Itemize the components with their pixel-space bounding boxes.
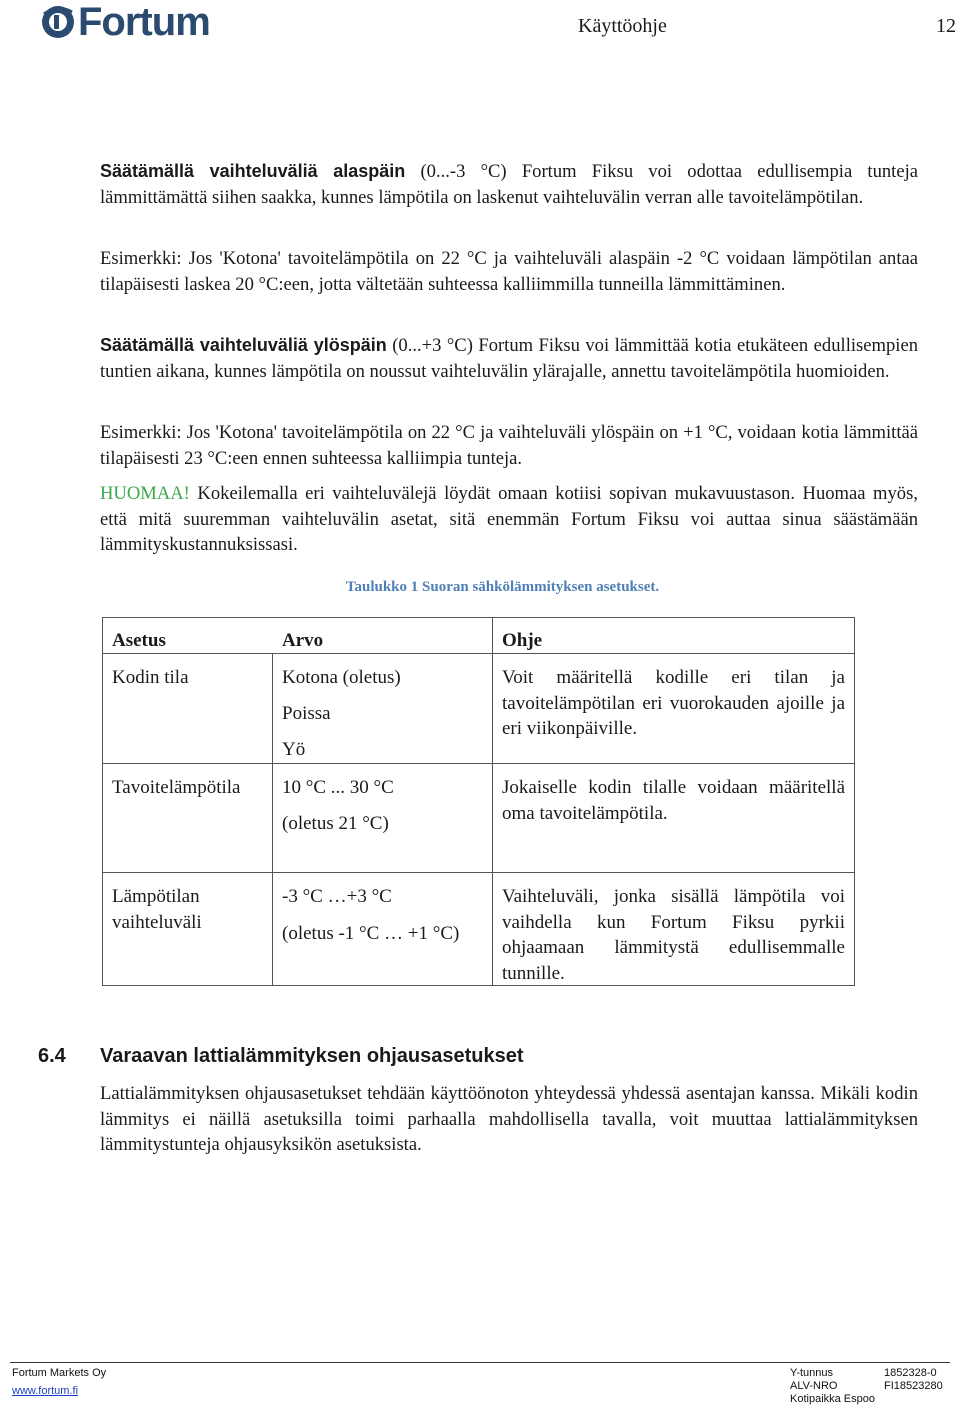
footer-domicile: Kotipaikka Espoo [790,1393,875,1405]
table-cell-setting: Tavoitelämpötila [112,777,241,798]
table-cell-guide: Jokaiselle kodin tilalle voidaan määritellä oma tavoitelämpötila. [502,777,845,824]
table-header-guide: Ohje [502,630,543,651]
footer-alv-value: FI18523280 [884,1380,943,1392]
footer-company: Fortum Markets Oy [12,1367,107,1379]
table-cell-value: (oletus 21 °C) [282,813,389,834]
bold-lead-upward: Säätämällä vaihteluväliä ylöspäin [100,335,387,355]
paragraph-note [100,481,918,558]
paragraph-downward-range [100,159,918,210]
table-cell-value: -3 °C …+3 °C [282,886,392,907]
paragraph-example-2: Esimerkki: Jos 'Kotona' tavoitelämpötila on 22 °C ja vaihteluväli ylöspäin on +1 °C, voidaan kotia lämmittää tilapäisesti 23 °C:een ennen suhteessa kalliimpia tunteja. [100,422,918,469]
paragraph-floor-heating: Lattialämmityksen ohjausasetukset tehdään käyttöönoton yhteydessä yhdessä asentajan kanssa. Mikäli kodin lämmitys ei näillä asetuksilla toimi parhaalla mahdollisella tavalla, voit muuttaa lattialämmityksen lämmitystunteja ohjausyksikön asetuksista. [100,1083,918,1155]
footer-website[interactable] [12,1385,78,1397]
footer-alv-label: ALV-NRO [790,1380,838,1392]
section-number: 6.4 [38,1045,66,1067]
footer-divider [10,1362,950,1363]
paragraph-text: (0...-3 °C) Fortum Fiksu voi odottaa edullisempia tunteja lämmittämättä siihen saakka, kunnes lämpötila on laskenut vaihteluvälin verran alle tavoitelämpötilan. [100,161,919,208]
website-link[interactable]: www.fortum.fi [12,1385,79,1397]
table-cell-guide: Vaihteluväli, jonka sisällä lämpötila voi vaihdella kun Fortum Fiksu pyrkii ohjaamaan lämmitystä edullisemmalle tunnille. [502,886,845,984]
table-cell-value: Yö [282,739,306,760]
paragraph-text: Kokeilemalla eri vaihteluvälejä löydät omaan kotiisi sopivan mukavuustason. Huomaa myös, että mitä suuremman vaihteluvälin asetat, sitä enemmän Fortum Fiksu voi auttaa sinua säästämään lämmityskustannuksissasi. [100,483,918,555]
paragraph-example-1: Esimerkki: Jos 'Kotona' tavoitelämpötila on 22 °C ja vaihteluväli alaspäin -2 °C voidaan lämpötilan antaa tilapäisesti laskea 20 °C:een, jotta vältetään suhteessa kalliimmilla tunneilla lämmittäminen. [100,248,918,295]
table-cell-setting: Kodin tila [112,667,189,688]
table-border-left [102,617,103,986]
table-column-divider [272,653,273,986]
table-cell-value: Poissa [282,703,331,724]
table-border-right [854,617,855,986]
table-cell-value: (oletus -1 °C … +1 °C) [282,923,460,944]
footer-ytunnus-value: 1852328-0 [884,1367,937,1379]
bold-lead-downward: Säätämällä vaihteluväliä alaspäin [100,161,406,181]
section-title: Varaavan lattialämmityksen ohjausasetukset [100,1045,524,1067]
table-row-divider [102,763,855,764]
table-cell-value: 10 °C ... 30 °C [282,777,394,798]
table-cell-value: Kotona (oletus) [282,667,401,688]
table-header-value: Arvo [282,630,324,651]
paragraph-text: (0...+3 °C) Fortum Fiksu voi lämmittää kotia etukäteen edullisempien tuntien aikana, kunnes lämpötila on noussut vaihteluvälin ylärajalle, annettu tavoitelämpötila huomioiden. [100,335,918,382]
fortum-logo [40,2,210,42]
page-number: 12 [936,15,956,37]
table-header-divider [102,653,855,654]
paragraph-upward-range [100,333,918,384]
table-column-divider [492,617,493,986]
table-cell-guide: Voit määritellä kodille eri tilan ja tavoitelämpötilan eri vuorokauden ajoille ja eri viikonpäiville. [502,667,845,739]
table-row-divider [102,872,855,873]
logo-text: Fortum [78,0,210,44]
table-border-top [102,617,855,618]
document-title: Käyttöohje [578,15,667,37]
table-caption: Taulukko 1 Suoran sähkölämmityksen asetukset. [345,579,660,595]
note-label: HUOMAA! [100,483,190,504]
table-cell-setting: Lämpötilan vaihteluväli [112,886,202,933]
footer-ytunnus-label: Y-tunnus [790,1367,834,1379]
fortum-logo-icon [40,2,76,42]
table-header-setting: Asetus [112,630,166,651]
